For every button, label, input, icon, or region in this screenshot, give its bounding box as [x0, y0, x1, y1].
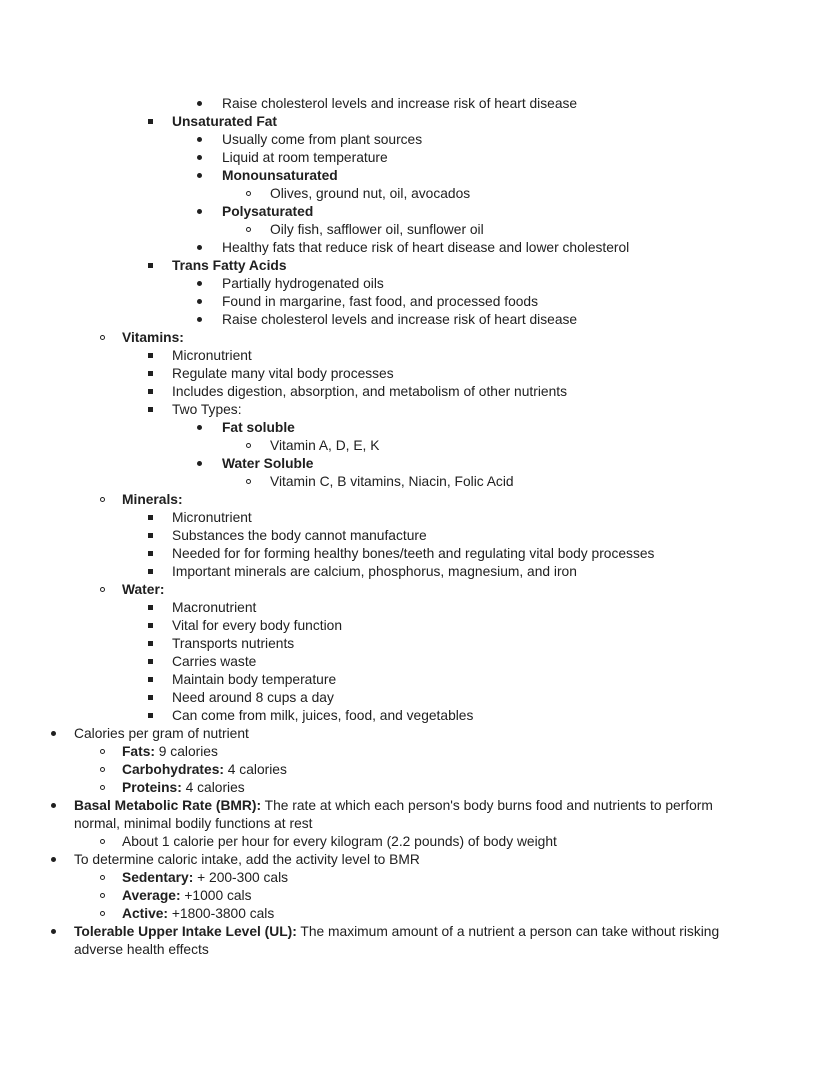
list-item-text: Vitamin A, D, E, K — [270, 438, 380, 453]
bullet-disc-icon — [197, 209, 202, 214]
list-item — [0, 131, 828, 149]
bullet-disc-icon — [197, 155, 202, 160]
list-item-text: Raise cholesterol levels and increase risk of heart disease — [222, 96, 578, 111]
list-item — [0, 869, 828, 887]
list-item-text: Two Types: — [172, 402, 242, 417]
list-item-text: Sedentary: + 200-300 cals — [122, 870, 289, 885]
bullet-disc-icon — [197, 281, 202, 286]
bullet-square-icon — [148, 389, 153, 394]
list-item — [0, 473, 828, 491]
list-item — [0, 221, 828, 239]
list-item-text: Includes digestion, absorption, and metabolism of other nutrients — [172, 384, 567, 399]
bullet-square-icon — [148, 263, 153, 268]
bullet-disc-icon — [197, 425, 202, 430]
list-item — [0, 545, 828, 563]
bullet-square-icon — [148, 119, 153, 124]
list-item — [0, 707, 828, 725]
list-item — [0, 383, 828, 401]
list-item-text: Basal Metabolic Rate (BMR): The rate at which each person's body burns food and nutrients to perform normal, minimal bodily functions at rest — [74, 798, 713, 831]
list-item — [0, 401, 828, 419]
list-item-text: Carbohydrates: 4 calories — [122, 762, 287, 777]
list-item-text: Raise cholesterol levels and increase risk of heart disease — [222, 312, 578, 327]
list-item-text: Liquid at room temperature — [222, 150, 388, 165]
list-item — [0, 725, 828, 743]
bullet-circle-icon — [246, 443, 251, 448]
list-item-text: Fats: 9 calories — [122, 744, 218, 759]
list-item — [0, 311, 828, 329]
list-item-text: Macronutrient — [172, 600, 257, 615]
bullet-circle-icon — [100, 335, 105, 340]
list-item-text: Important minerals are calcium, phosphorus, magnesium, and iron — [172, 564, 577, 579]
bullet-disc-icon — [197, 461, 202, 466]
list-item-text: Trans Fatty Acids — [172, 258, 287, 273]
list-item — [0, 905, 828, 923]
list-item — [0, 527, 828, 545]
list-item-text: Need around 8 cups a day — [172, 690, 334, 705]
list-item — [0, 95, 828, 113]
list-item — [0, 257, 828, 275]
bullet-square-icon — [148, 713, 153, 718]
list-item — [0, 329, 828, 347]
list-item — [0, 851, 828, 869]
list-item — [0, 599, 828, 617]
bullet-circle-icon — [100, 839, 105, 844]
list-item-text: Healthy fats that reduce risk of heart disease and lower cholesterol — [222, 240, 630, 255]
list-item — [0, 185, 828, 203]
bullet-circle-icon — [246, 191, 251, 196]
bullet-circle-icon — [100, 587, 105, 592]
list-item-text: Usually come from plant sources — [222, 132, 423, 147]
bullet-circle-icon — [100, 911, 105, 916]
list-item — [0, 923, 828, 959]
list-item — [0, 653, 828, 671]
list-item-text: To determine caloric intake, add the activity level to BMR — [74, 852, 420, 867]
bullet-square-icon — [148, 605, 153, 610]
bullet-circle-icon — [100, 875, 105, 880]
list-item-text: Maintain body temperature — [172, 672, 337, 687]
bullet-circle-icon — [100, 785, 105, 790]
bullet-circle-icon — [246, 227, 251, 232]
bullet-disc-icon — [197, 299, 202, 304]
list-item-text: Average: +1000 cals — [122, 888, 252, 903]
bullet-square-icon — [148, 515, 153, 520]
bullet-square-icon — [148, 641, 153, 646]
bullet-square-icon — [148, 623, 153, 628]
list-item — [0, 275, 828, 293]
bullet-square-icon — [148, 569, 153, 574]
bullet-circle-icon — [100, 497, 105, 502]
list-item-text: Active: +1800-3800 cals — [122, 906, 275, 921]
list-item — [0, 491, 828, 509]
bullet-square-icon — [148, 659, 153, 664]
list-item — [0, 689, 828, 707]
list-item — [0, 617, 828, 635]
list-item-text: Regulate many vital body processes — [172, 366, 394, 381]
list-item-text: Transports nutrients — [172, 636, 295, 651]
bullet-disc-icon — [197, 101, 202, 106]
bullet-circle-icon — [246, 479, 251, 484]
bullet-square-icon — [148, 371, 153, 376]
list-item — [0, 167, 828, 185]
list-item-text: Vital for every body function — [172, 618, 343, 633]
list-item-text: Minerals: — [122, 492, 183, 507]
bullet-disc-icon — [197, 137, 202, 142]
list-item-text: Carries waste — [172, 654, 257, 669]
list-item-text: Oily fish, safflower oil, sunflower oil — [270, 222, 484, 237]
bullet-square-icon — [148, 551, 153, 556]
list-item — [0, 365, 828, 383]
bullet-disc-icon — [197, 317, 202, 322]
bullet-square-icon — [148, 353, 153, 358]
list-item-text: About 1 calorie per hour for every kilogram (2.2 pounds) of body weight — [122, 834, 557, 849]
list-item — [0, 455, 828, 473]
list-item-text: Monounsaturated — [222, 168, 338, 183]
bullet-disc-icon — [51, 929, 56, 934]
bullet-disc-icon — [197, 173, 202, 178]
list-item-text: Micronutrient — [172, 348, 252, 363]
list-item — [0, 779, 828, 797]
list-item-text: Needed for for forming healthy bones/teeth and regulating vital body processes — [172, 546, 655, 561]
list-item — [0, 293, 828, 311]
bullet-list — [0, 95, 828, 959]
bullet-circle-icon — [100, 893, 105, 898]
list-item-text: Can come from milk, juices, food, and vegetables — [172, 708, 474, 723]
list-item-text: Vitamin C, B vitamins, Niacin, Folic Acid — [270, 474, 514, 489]
list-item — [0, 581, 828, 599]
list-item-text: Proteins: 4 calories — [122, 780, 245, 795]
list-item-text: Micronutrient — [172, 510, 252, 525]
list-item-text: Polysaturated — [222, 204, 314, 219]
list-item-text: Fat soluble — [222, 420, 295, 435]
bullet-square-icon — [148, 677, 153, 682]
list-item-text: Water: — [122, 582, 165, 597]
list-item — [0, 833, 828, 851]
list-item-text: Partially hydrogenated oils — [222, 276, 384, 291]
list-item — [0, 239, 828, 257]
list-item — [0, 149, 828, 167]
bullet-circle-icon — [100, 749, 105, 754]
list-item — [0, 761, 828, 779]
list-item — [0, 797, 828, 833]
list-item — [0, 635, 828, 653]
list-item-text: Calories per gram of nutrient — [74, 726, 249, 741]
list-item-text: Unsaturated Fat — [172, 114, 278, 129]
list-item-text: Substances the body cannot manufacture — [172, 528, 427, 543]
list-item — [0, 419, 828, 437]
bullet-disc-icon — [197, 245, 202, 250]
list-item — [0, 563, 828, 581]
bullet-square-icon — [148, 533, 153, 538]
list-item-text: Tolerable Upper Intake Level (UL): The maximum amount of a nutrient a person can take without risking adverse health effects — [74, 924, 720, 957]
list-item-text: Vitamins: — [122, 330, 184, 345]
bullet-disc-icon — [51, 731, 56, 736]
bullet-square-icon — [148, 407, 153, 412]
bullet-circle-icon — [100, 767, 105, 772]
list-item — [0, 509, 828, 527]
list-item — [0, 113, 828, 131]
bullet-disc-icon — [51, 803, 56, 808]
bullet-square-icon — [148, 695, 153, 700]
bullet-disc-icon — [51, 857, 56, 862]
list-item — [0, 671, 828, 689]
list-item — [0, 203, 828, 221]
list-item — [0, 347, 828, 365]
list-item-text: Olives, ground nut, oil, avocados — [270, 186, 471, 201]
list-item — [0, 743, 828, 761]
list-item — [0, 887, 828, 905]
list-item — [0, 437, 828, 455]
list-item-text: Found in margarine, fast food, and processed foods — [222, 294, 538, 309]
list-item-text: Water Soluble — [222, 456, 314, 471]
